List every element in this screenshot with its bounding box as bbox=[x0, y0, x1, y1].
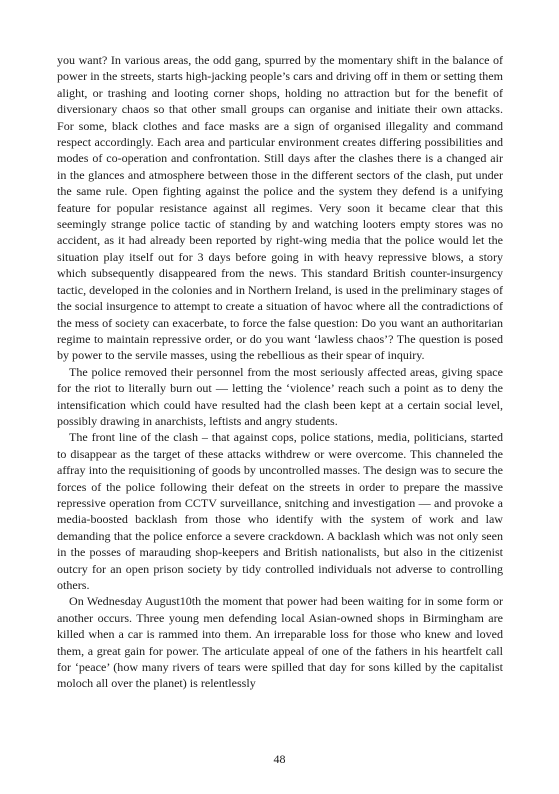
paragraph: On Wednesday August10th the moment that power had been waiting for in some form or another occurs. Three young men defending local Asian-owned shops in Birmingham are killed when a car is rammed into them. An irreparable loss for those who knew and loved them, a great gain for power. The articulate appeal of one of the fathers in his heartfelt call for ‘peace’ (how many rivers of tears were spilled that day for sons killed by the capitalist moloch all over the planet) is relentlessly bbox=[57, 594, 503, 691]
page-body bbox=[57, 52, 503, 692]
paragraph: The police removed their personnel from the most seriously affected areas, giving space for the riot to literally burn out — letting the ‘violence’ reach such a point as to deny the intensification which could have resulted had the clash been kept at a certain social level, possibly drawing in anarchists, leftists and angry students. bbox=[57, 364, 503, 428]
page-number: 48 bbox=[273, 752, 286, 766]
paragraph: you want? In various areas, the odd gang, spurred by the momentary shift in the balance of power in the streets, starts high-jacking people’s cars and driving off in them or setting them alight, or trashing and looting corner shops, holding no attraction but for the benefit of diversionary chaos so that other small groups can organise and initiate their own attacks. For some, black clothes and face masks are a sign of organised illegality and command respect accordingly. Each area and particular environment creates differing possibilities and modes of co-operation and confrontation. Still days after the clashes there is a changed air in the glances and atmosphere between those in the different sectors of the clash, put under the same rule. Open fighting against the police and the system they defend is a unifying feature for popular resistance against all regimes. Very soon it became clear that this seemingly strange police tactic of standing by and watching looters empty stores was no accident, as it had already been reported by right-wing media that the police would let the situation play itself out for 3 days before going in with heavy repressive blows, a story which subsequently disappeared from the news. This standard British counter-insurgency tactic, developed in the colonies and in Northern Ireland, is used in the preliminary stages of the social insurgence to attempt to create a situation of havoc where all the contradictions of the mess of society can exacerbate, to force the false question: Do you want an authoritarian regime to maintain repressive order, or do you want ‘lawless chaos’? The question is posed by power to the servile masses, using the rebellious as their spear of inquiry. bbox=[57, 53, 503, 363]
paragraph: The front line of the clash – that against cops, police stations, media, politicians, started to disappear as the target of these attacks withdrew or were overcome. This channeled the affray into the requisitioning of goods by uncontrolled masses. The design was to secure the forces of the police following their defeat on the streets in order to prepare the massive repressive operation from CCTV surveillance, snitching and investigation — and provoke a media-boosted backlash from those who identify with the system of work and law demanding that the police enforce a severe crackdown. A backlash which was not only seen in the posses of marauding shop-keepers and British nationalists, but also in the citizenist outcry for an open prison society by tidy controlled individuals not adverse to controlling others. bbox=[57, 430, 503, 592]
